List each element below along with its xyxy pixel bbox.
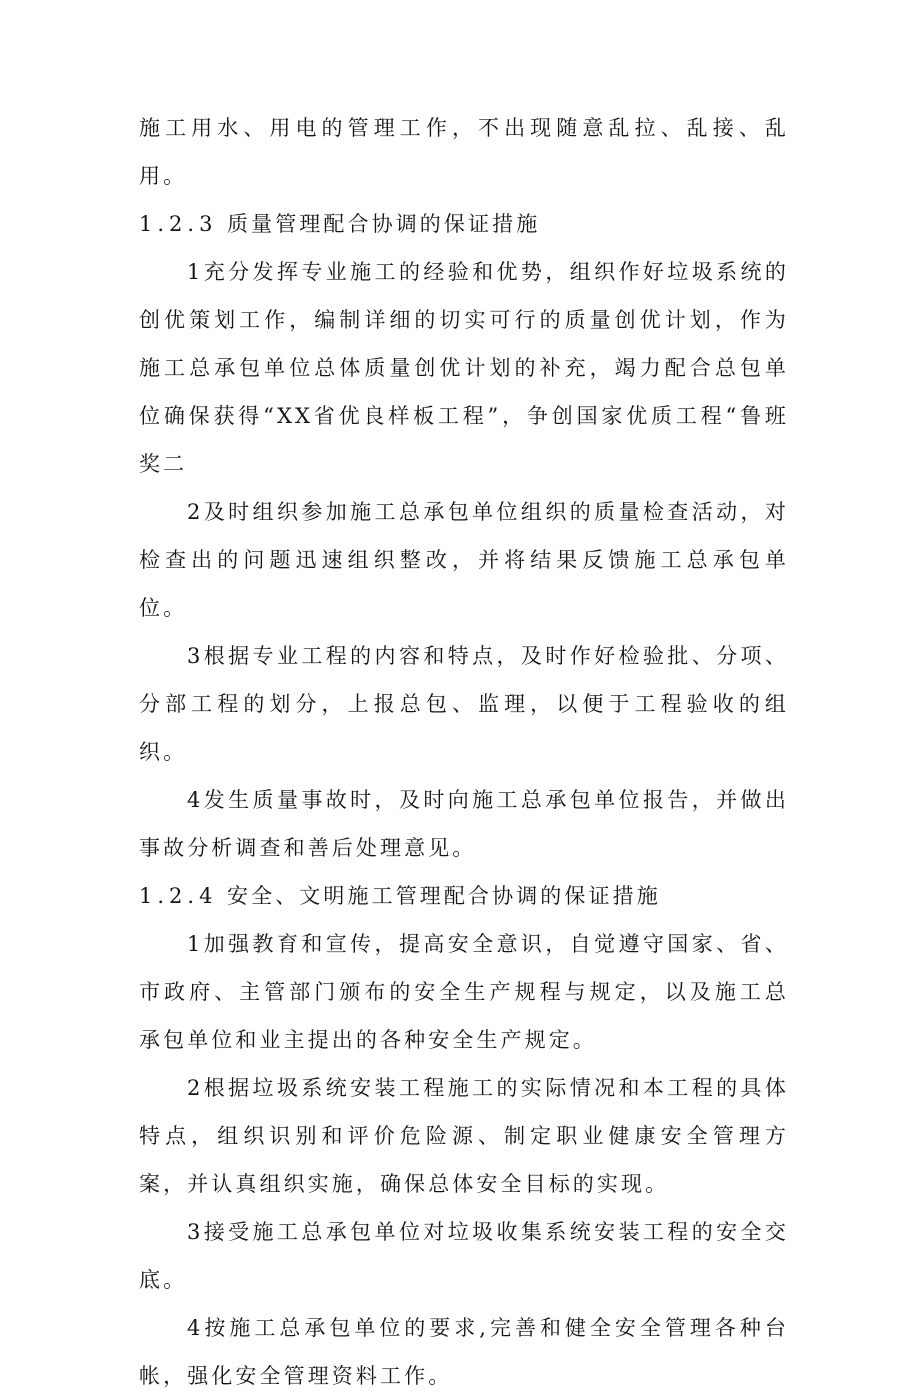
section-number: 1.2.4 — [139, 884, 218, 908]
section-heading-1-2-4 — [139, 872, 789, 920]
paragraph-quality-3: 3根据专业工程的内容和特点，及时作好检验批、分项、分部工程的划分，上报总包、监理，以便于工程验收的组织。 — [139, 644, 789, 764]
paragraph-continuation: 施工用水、用电的管理工作，不出现随意乱拉、乱接、乱用。 — [139, 116, 789, 188]
paragraph-quality-4: 4发生质量事故时，及时向施工总承包单位报告，并做出事故分析调查和善后处理意见。 — [139, 788, 789, 860]
paragraph-safety-1: 1加强教育和宣传，提高安全意识，自觉遵守国家、省、市政府、主管部门颁布的安全生产规程与规定，以及施工总承包单位和业主提出的各种安全生产规定。 — [139, 932, 789, 1052]
section-title: 安全、文明施工管理配合协调的保证措施 — [227, 884, 661, 908]
section-title: 质量管理配合协调的保证措施 — [227, 212, 541, 236]
paragraph-quality-2: 2及时组织参加施工总承包单位组织的质量检查活动，对检查出的问题迅速组织整改，并将结果反馈施工总承包单位。 — [139, 500, 789, 620]
paragraph-safety-2: 2根据垃圾系统安装工程施工的实际情况和本工程的具体特点，组织识别和评价危险源、制定职业健康安全管理方案，并认真组织实施，确保总体安全目标的实现。 — [139, 1076, 789, 1196]
section-number: 1.2.3 — [139, 212, 218, 236]
document-body — [139, 104, 789, 1400]
paragraph-safety-4: 4按施工总承包单位的要求,完善和健全安全管理各种台帐，强化安全管理资料工作。 — [139, 1316, 789, 1388]
paragraph-quality-1: 1充分发挥专业施工的经验和优势，组织作好垃圾系统的创优策划工作，编制详细的切实可行的质量创优计划，作为施工总承包单位总体质量创优计划的补充，竭力配合总包单位确保获得“XX省优良样板工程”，争创国家优质工程“鲁班奖二 — [139, 260, 789, 476]
section-heading-1-2-3 — [139, 200, 789, 248]
paragraph-safety-3: 3接受施工总承包单位对垃圾收集系统安装工程的安全交底。 — [139, 1220, 789, 1292]
